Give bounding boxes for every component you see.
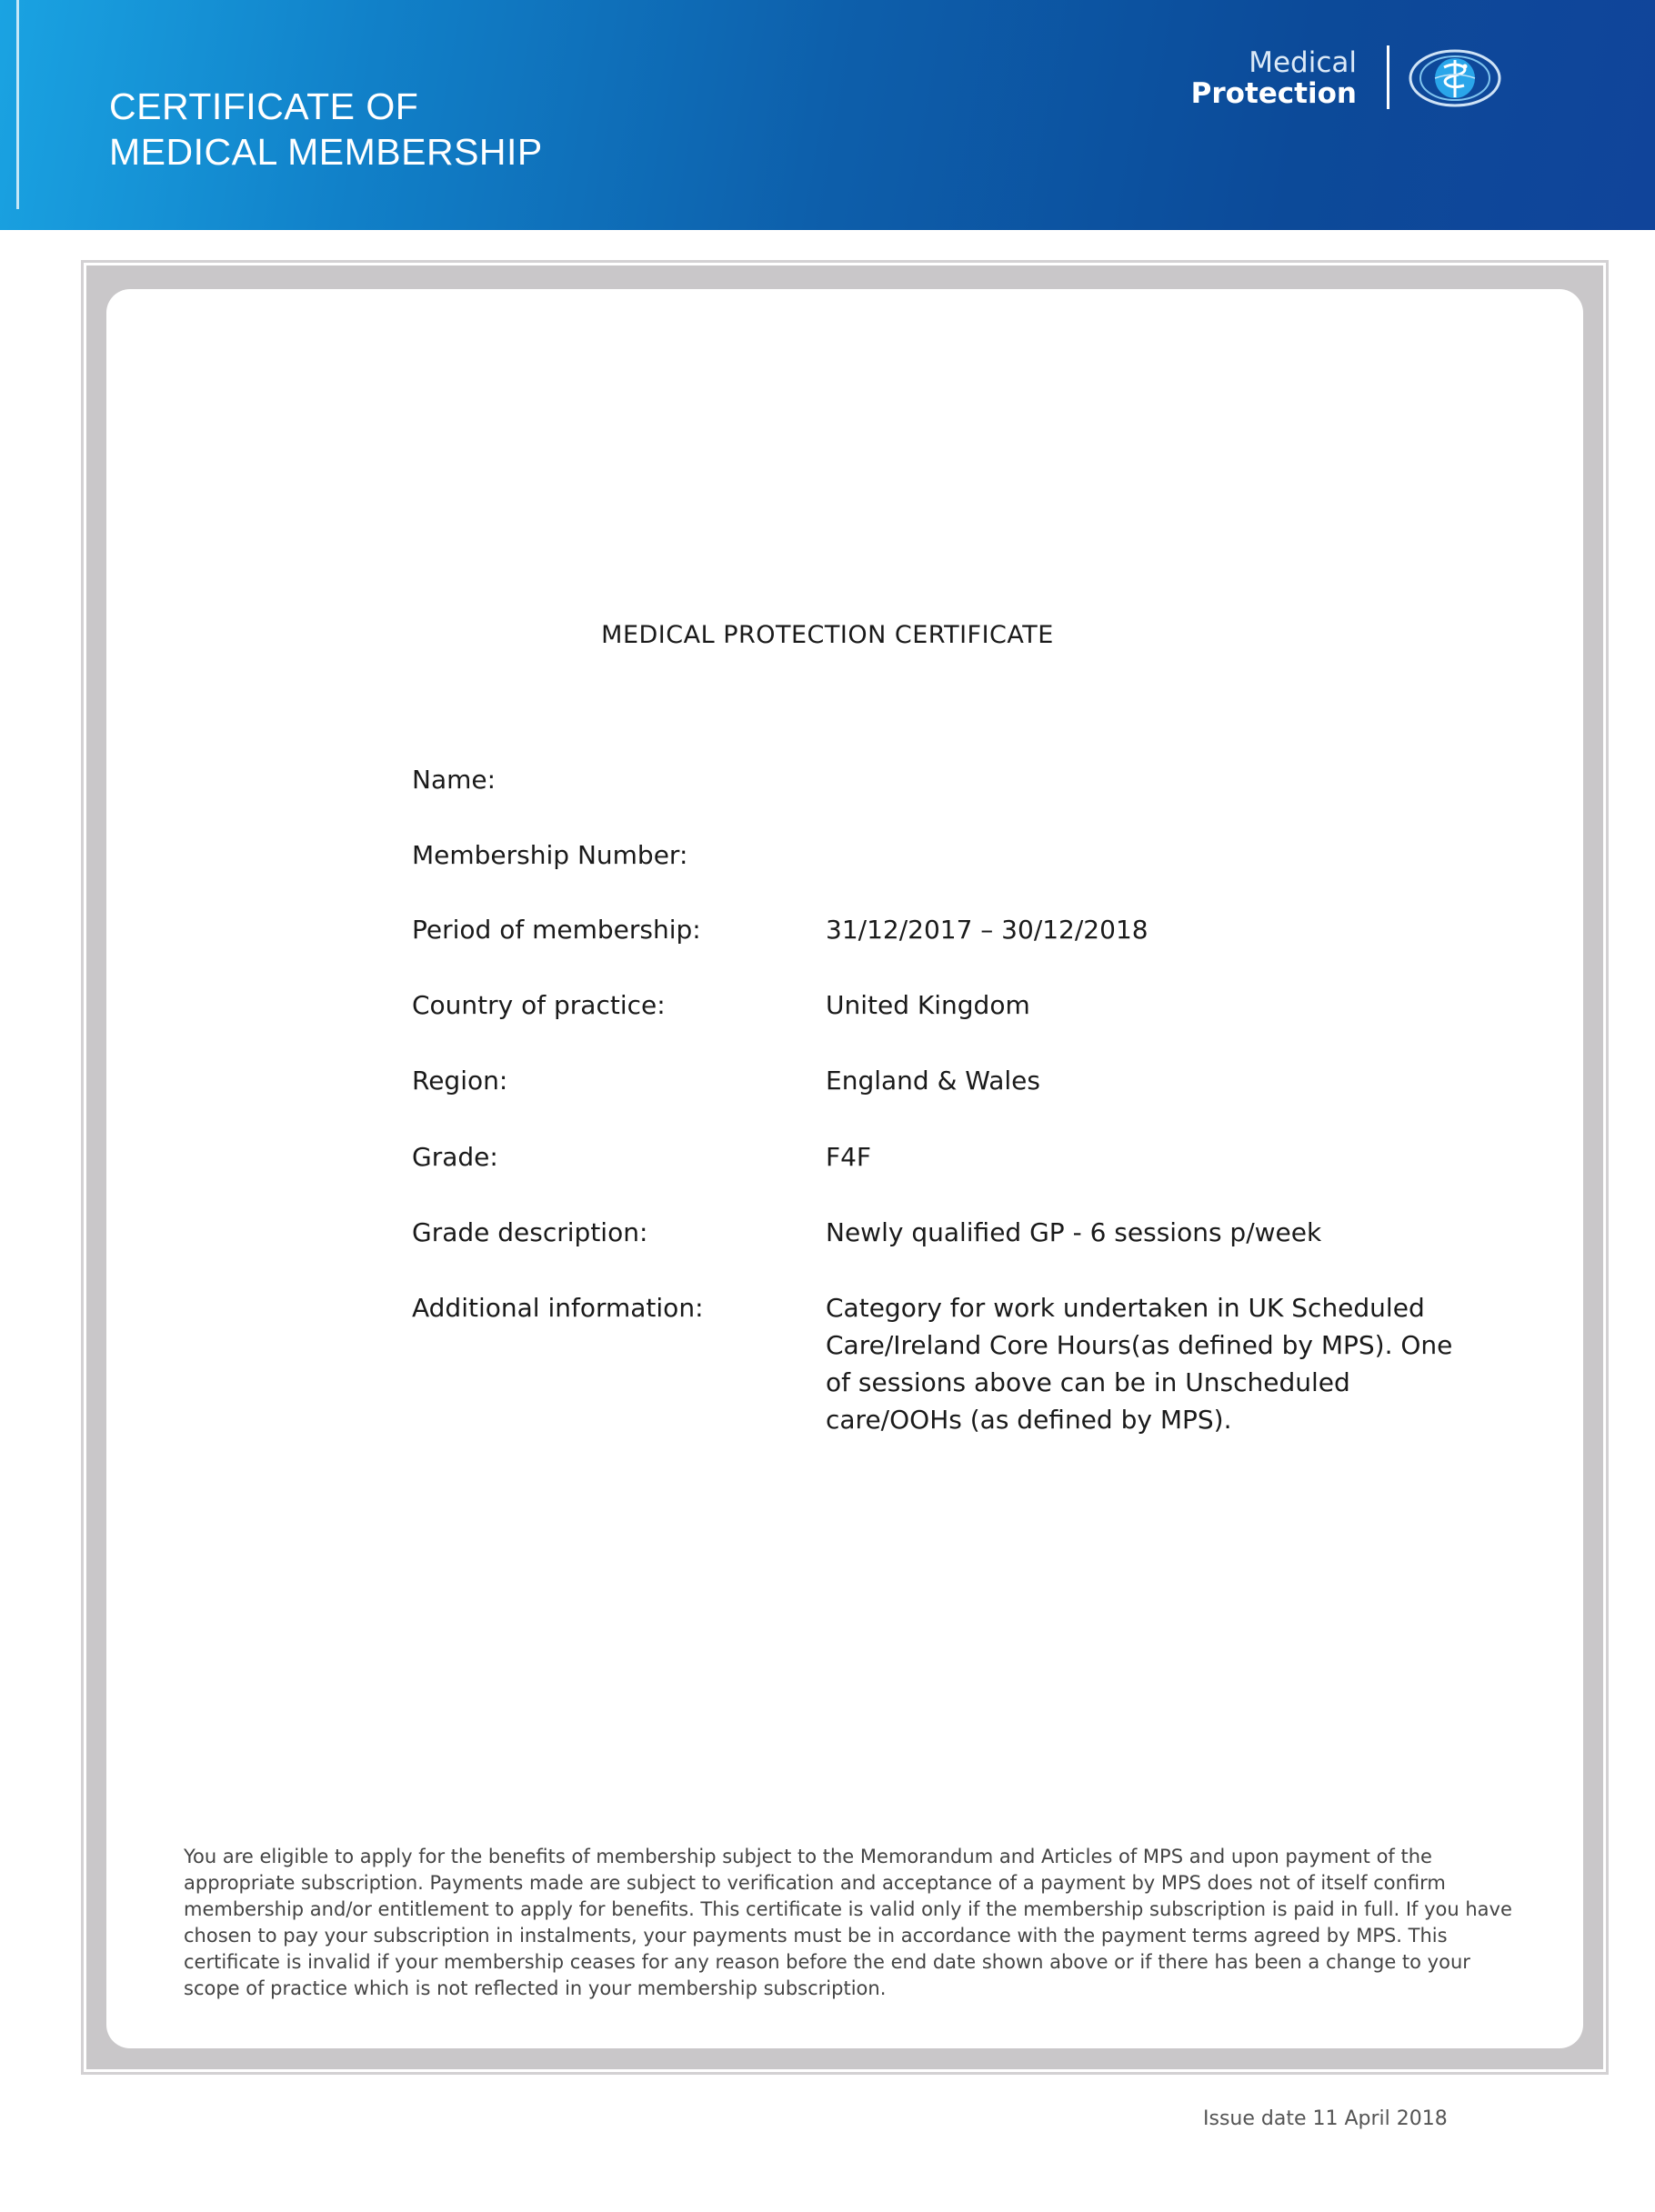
field-value-region: England & Wales: [826, 1066, 1040, 1096]
field-value-additional-info: Category for work undertaken in UK Scheduled Care/Ireland Core Hours(as defined by MPS). One of sessions above can be in Unscheduled care/OOHs (as defined by MPS).: [826, 1293, 1453, 1435]
field-label-grade: Grade:: [412, 1142, 498, 1172]
logo-text-line1: Medical: [1249, 46, 1357, 79]
logo-text-line2: Protection: [1190, 77, 1357, 110]
document-title-line1: CERTIFICATE OF: [109, 85, 419, 127]
document-title-line2: MEDICAL MEMBERSHIP: [109, 131, 543, 173]
logo-divider: [1387, 45, 1389, 109]
header-banner: [0, 0, 1655, 230]
field-label-name: Name:: [412, 765, 496, 795]
terms-note: You are eligible to apply for the benefits of membership subject to the Memorandum and Articles of MPS and upon payment of the appropriate subscription. Payments made are subject to verification and acceptance of a payment by MPS does not of itself confirm membership and/or entitlement to apply for benefits. This certificate is valid only if the membership subscription is paid in full. If you have chosen to pay your subscription in instalments, your payments must be in accordance with the payment terms agreed by MPS. This certificate is invalid if your membership ceases for any reason before the end date shown above or if there has been a change to your scope of practice which is not reflected in your membership subscription.: [184, 1846, 1512, 1999]
field-label-country: Country of practice:: [412, 990, 666, 1020]
field-label-membership-number: Membership Number:: [412, 840, 688, 870]
field-label-period: Period of membership:: [412, 915, 701, 945]
field-value-country: United Kingdom: [826, 990, 1030, 1020]
caduceus-globe-icon: [1408, 47, 1502, 109]
certificate-heading: MEDICAL PROTECTION CERTIFICATE: [601, 621, 1054, 649]
issue-date: Issue date 11 April 2018: [1203, 2107, 1448, 2130]
field-label-region: Region:: [412, 1066, 508, 1096]
field-value-grade: F4F: [826, 1142, 872, 1172]
field-value-period: 31/12/2017 – 30/12/2018: [826, 915, 1148, 945]
field-label-grade-description: Grade description:: [412, 1217, 648, 1247]
medical-protection-logo: [1190, 44, 1510, 115]
field-label-additional-info: Additional information:: [412, 1293, 704, 1323]
field-value-grade-description: Newly qualified GP - 6 sessions p/week: [826, 1217, 1322, 1247]
logo-text: [1191, 47, 1357, 109]
header-accent-line: [16, 0, 19, 209]
document-title: [109, 84, 543, 175]
